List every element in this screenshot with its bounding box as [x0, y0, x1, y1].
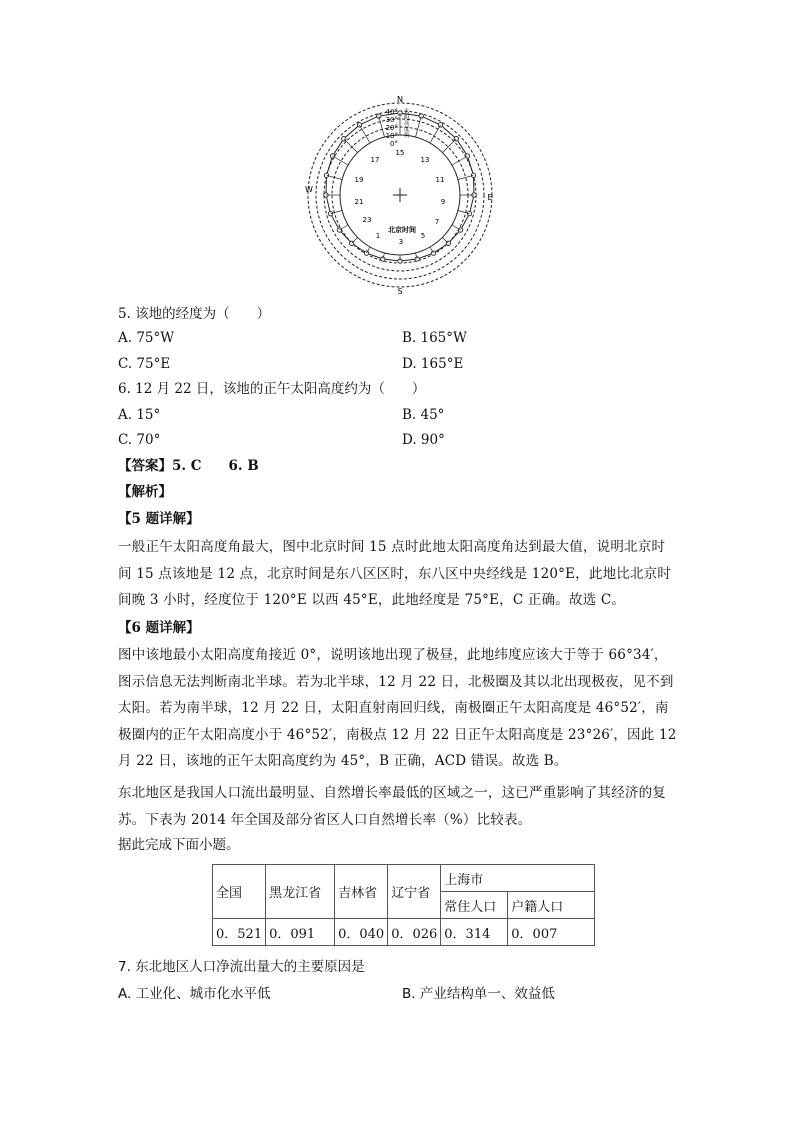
- intro-instruction: 据此完成下面小题。: [118, 837, 240, 853]
- hour-label-21: 21: [354, 198, 364, 206]
- intro-text: 东北地区是我国人口流出最明显、自然增长率最低的区域之一，这已严重影响了其经济的复苏。下表为 2014 年全国及部分省区人口自然增长率（%）比较表。: [118, 785, 666, 828]
- header-heilongjiang: 黑龙江省: [266, 865, 335, 919]
- sun-position-marker: [381, 257, 385, 261]
- hour-label-11: 11: [435, 176, 445, 184]
- altitude-label-40: 40°: [385, 108, 398, 116]
- sun-altitude-tick: [452, 156, 468, 165]
- q6-stem: 6. 12 月 22 日，该地的正午太阳高度约为（ ）: [118, 381, 426, 397]
- center-label: 北京时间: [388, 226, 416, 234]
- hour-label-17: 17: [370, 156, 380, 164]
- sun-altitude-tick: [344, 139, 358, 153]
- hour-label-9: 9: [440, 198, 446, 206]
- sun-position-marker: [328, 211, 332, 215]
- sun-position-marker: [415, 257, 419, 261]
- altitude-label-20: 20°: [385, 124, 398, 132]
- sun-altitude-tick: [333, 156, 349, 165]
- q7-option-b: B. 产业结构单一、效益低: [402, 986, 555, 1002]
- q7-option-a: A. 工业化、城市化水平低: [118, 986, 271, 1002]
- header-liaoning: 辽宁省: [388, 865, 441, 919]
- table-cell-heilongjiang: 0．091: [266, 919, 335, 946]
- hour-label-3: 3: [398, 238, 404, 246]
- altitude-label-0: 0°: [390, 140, 398, 148]
- table-cell-liaoning: 0．026: [388, 919, 441, 946]
- east-label: E: [487, 193, 493, 202]
- q7-stem: 7. 东北地区人口净流出量大的主要原因是: [118, 959, 365, 975]
- sun-position-marker: [467, 211, 471, 215]
- altitude-label-30: 30°: [385, 116, 398, 124]
- table-cell-resident: 0．314: [441, 919, 508, 946]
- q5-stem: 5. 该地的经度为（ ）: [118, 306, 271, 322]
- sun-altitude-tick: [416, 116, 422, 137]
- q6-option-d: D. 90°: [402, 432, 445, 448]
- header-national: 全国: [213, 865, 266, 919]
- hour-label-23: 23: [362, 216, 372, 224]
- table-cell-jilin: 0．040: [335, 919, 388, 946]
- hour-label-15: 15: [395, 149, 405, 157]
- answer-line: 【答案】5. C 6. B: [118, 458, 259, 474]
- hour-label-5: 5: [420, 232, 426, 240]
- q5-option-a: A. 75°W: [118, 330, 175, 346]
- altitude-label-10: 10°: [385, 132, 398, 140]
- hour-label-7: 7: [434, 218, 440, 226]
- sun-altitude-tick: [339, 225, 348, 230]
- vertical-char-1: 太: [404, 109, 410, 115]
- vertical-char-4: 度: [404, 127, 410, 133]
- growth-rate-table: [212, 864, 595, 946]
- analysis-label: 【解析】: [118, 484, 172, 500]
- q6-option-a: A. 15°: [118, 407, 161, 423]
- header-resident-pop: 常住人口: [441, 892, 508, 919]
- sun-altitude-tick: [442, 139, 456, 153]
- sun-altitude-tick: [442, 237, 448, 243]
- table-cell-national: 0．521: [213, 919, 266, 946]
- q5-option-d: D. 165°E: [402, 356, 464, 372]
- vertical-char-5: 角: [404, 133, 410, 139]
- sun-altitude-tick: [379, 116, 385, 137]
- header-shanghai: 上海市: [441, 865, 595, 892]
- hour-label-13: 13: [420, 156, 430, 164]
- vertical-char-3: 高: [404, 121, 410, 127]
- q6-detail-heading: 【6 题详解】: [118, 620, 200, 636]
- q5-detail-text: 一般正午太阳高度角最大，图中北京时间 15 点时此地太阳高度角达到最大值，说明北京时间 15 点该地是 12 点，北京时间是东八区区时，东八区中央经线是 120°E，此地比北京时间晚 3 小时，经度位于 120°E 以西 45°E，此地经度是 75°E，C 正确。故选 C。: [118, 539, 672, 608]
- north-label: N: [397, 95, 403, 104]
- q5-option-b: B. 165°W: [402, 330, 467, 346]
- south-label: S: [397, 287, 403, 296]
- q6-detail-text: 图中该地最小太阳高度角接近 0°，说明该地出现了极昼，此地纬度应该大于等于 66°34′，图示信息无法判断南北半球。若为北半球，12 月 22 日，北极圈及其以北出现极夜，见不到太阳。若为南半球，12 月 22 日，太阳直射南回归线，南极圈正午太阳高度是 46°52′，南极圈内的正午太阳高度小于 46°52′，南极点 12 月 22 日正午太阳高度是 23°26′，因此 12 月 22 日，该地的正午太阳高度约为 45°，B 正确，ACD 错误。故选 B。: [118, 647, 677, 769]
- west-label: W: [305, 185, 313, 194]
- q5-detail-heading: 【5 题详解】: [118, 511, 200, 527]
- q6-option-b: B. 45°: [402, 407, 445, 423]
- header-registered-pop: 户籍人口: [508, 892, 595, 919]
- q6-option-c: C. 70°: [118, 432, 161, 448]
- sun-altitude-diagram: [300, 92, 500, 297]
- hour-label-19: 19: [354, 176, 364, 184]
- header-jilin: 吉林省: [335, 865, 388, 919]
- table-cell-registered: 0．007: [508, 919, 595, 946]
- sun-altitude-tick: [352, 237, 358, 243]
- vertical-char-2: 阳: [404, 115, 410, 121]
- hour-label-1: 1: [375, 232, 381, 240]
- q5-option-c: C. 75°E: [118, 356, 171, 372]
- sun-altitude-tick: [430, 125, 441, 143]
- sun-altitude-tick: [452, 225, 461, 230]
